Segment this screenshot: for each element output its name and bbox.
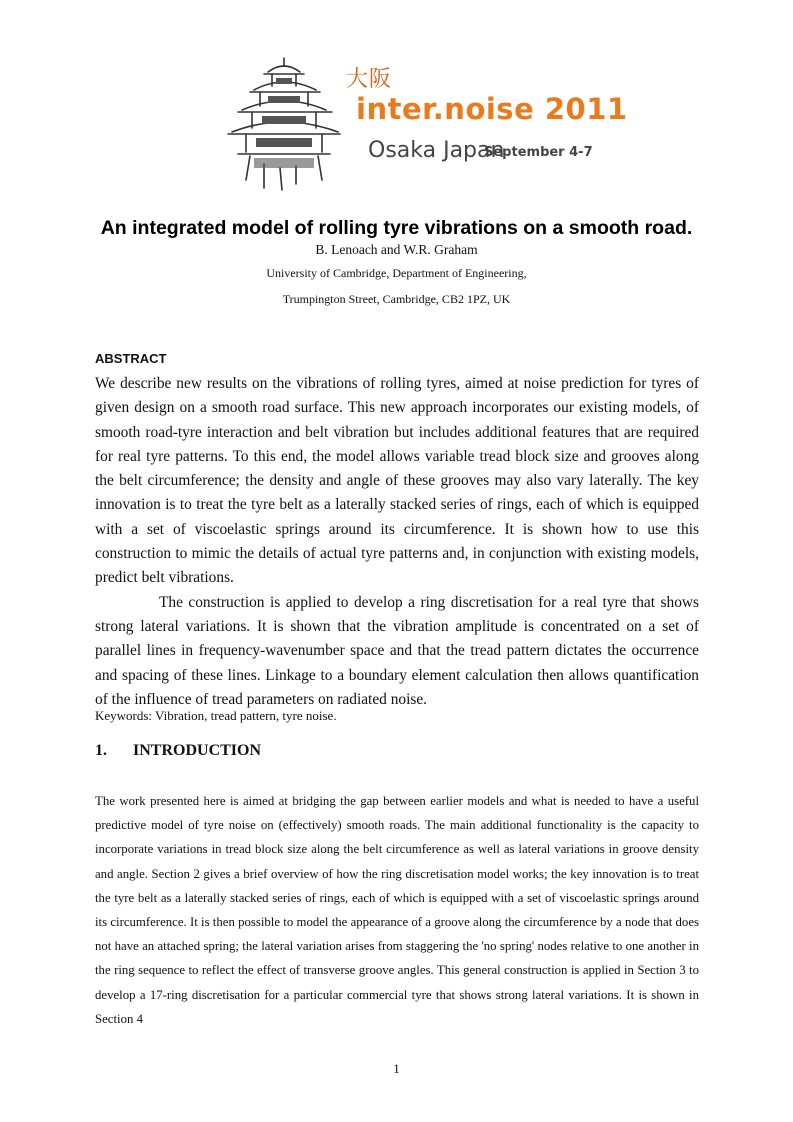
logo-dates: September 4-7 xyxy=(484,145,593,160)
affiliation-line-1: University of Cambridge, Department of Engineering, xyxy=(266,266,527,280)
introduction-body: The work presented here is aimed at bridging the gap between earlier models and what is needed to have a useful predictive model of tyre noise on (effectively) smooth roads. The main additional functionality is the capacity to incorporate variations in tread block size along the belt circumference as well as lateral variations in groove density and angle. Section 2 gives a brief overview of how the ring discretisation model works; the key innovation is to treat the tyre belt as a laterally stacked series of rings, each of which is equipped with a set of viscoelastic springs around its circumference. It is then possible to model the appearance of a groove along the circumference by a node that does not have an attached spring; the lateral variation arises from staggering the 'no spring' nodes relative to one another in the ring sequence to reflect the effect of transverse groove angles. This general construction is applied in Section 3 to develop a 17-ring discretisation for a particular commercial tyre that shows strong lateral variations. It is shown in Section 4 xyxy=(95,794,699,1026)
abstract-body xyxy=(95,372,699,712)
osaka-castle-icon xyxy=(224,52,344,192)
section-title: INTRODUCTION xyxy=(133,742,262,759)
keywords: Keywords: Vibration, tread pattern, tyre noise. xyxy=(95,708,337,723)
paper-title: An integrated model of rolling tyre vibrations on a smooth road. xyxy=(100,217,693,239)
page-number: 1 xyxy=(393,1061,400,1076)
paper-authors: B. Lenoach and W.R. Graham xyxy=(315,242,478,257)
abstract-heading: ABSTRACT xyxy=(95,351,167,366)
section-heading-introduction xyxy=(95,742,261,760)
conference-logo xyxy=(224,52,628,192)
affiliation-line-2: Trumpington Street, Cambridge, CB2 1PZ, UK xyxy=(282,292,511,306)
logo-conference-name: inter.noise 2011 xyxy=(356,92,628,126)
section-number: 1. xyxy=(95,742,107,759)
logo-kanji: 大阪 xyxy=(346,67,393,92)
abstract-paragraph-1: We describe new results on the vibrations of rolling tyres, aimed at noise prediction for tyres of given design on a smooth road surface. This new approach incorporates our existing models, of smooth road-tyre interaction and belt vibration but includes additional features that are required for real tyre patterns. To this end, the model allows variable tread block size and grooves along the belt circumference; the density and angle of these grooves may also vary laterally. The key innovation is to treat the tyre belt as a laterally stacked series of rings, each of which is equipped with a set of viscoelastic springs around its circumference. It is shown how to use this construction to mimic the details of actual tyre patterns and, in conjunction with existing models, predict belt vibrations. xyxy=(95,375,699,587)
abstract-paragraph-2: The construction is applied to develop a ring discretisation for a real tyre that shows strong lateral variations. It is shown that the vibration amplitude is concentrated on a set of parallel lines in frequency-wavenumber space and that the tread pattern dictates the occurrence and spacing of these lines. Linkage to a boundary element calculation then allows quantification of the influence of tread parameters on radiated noise. xyxy=(95,593,699,708)
logo-city: Osaka Japan xyxy=(368,138,505,163)
